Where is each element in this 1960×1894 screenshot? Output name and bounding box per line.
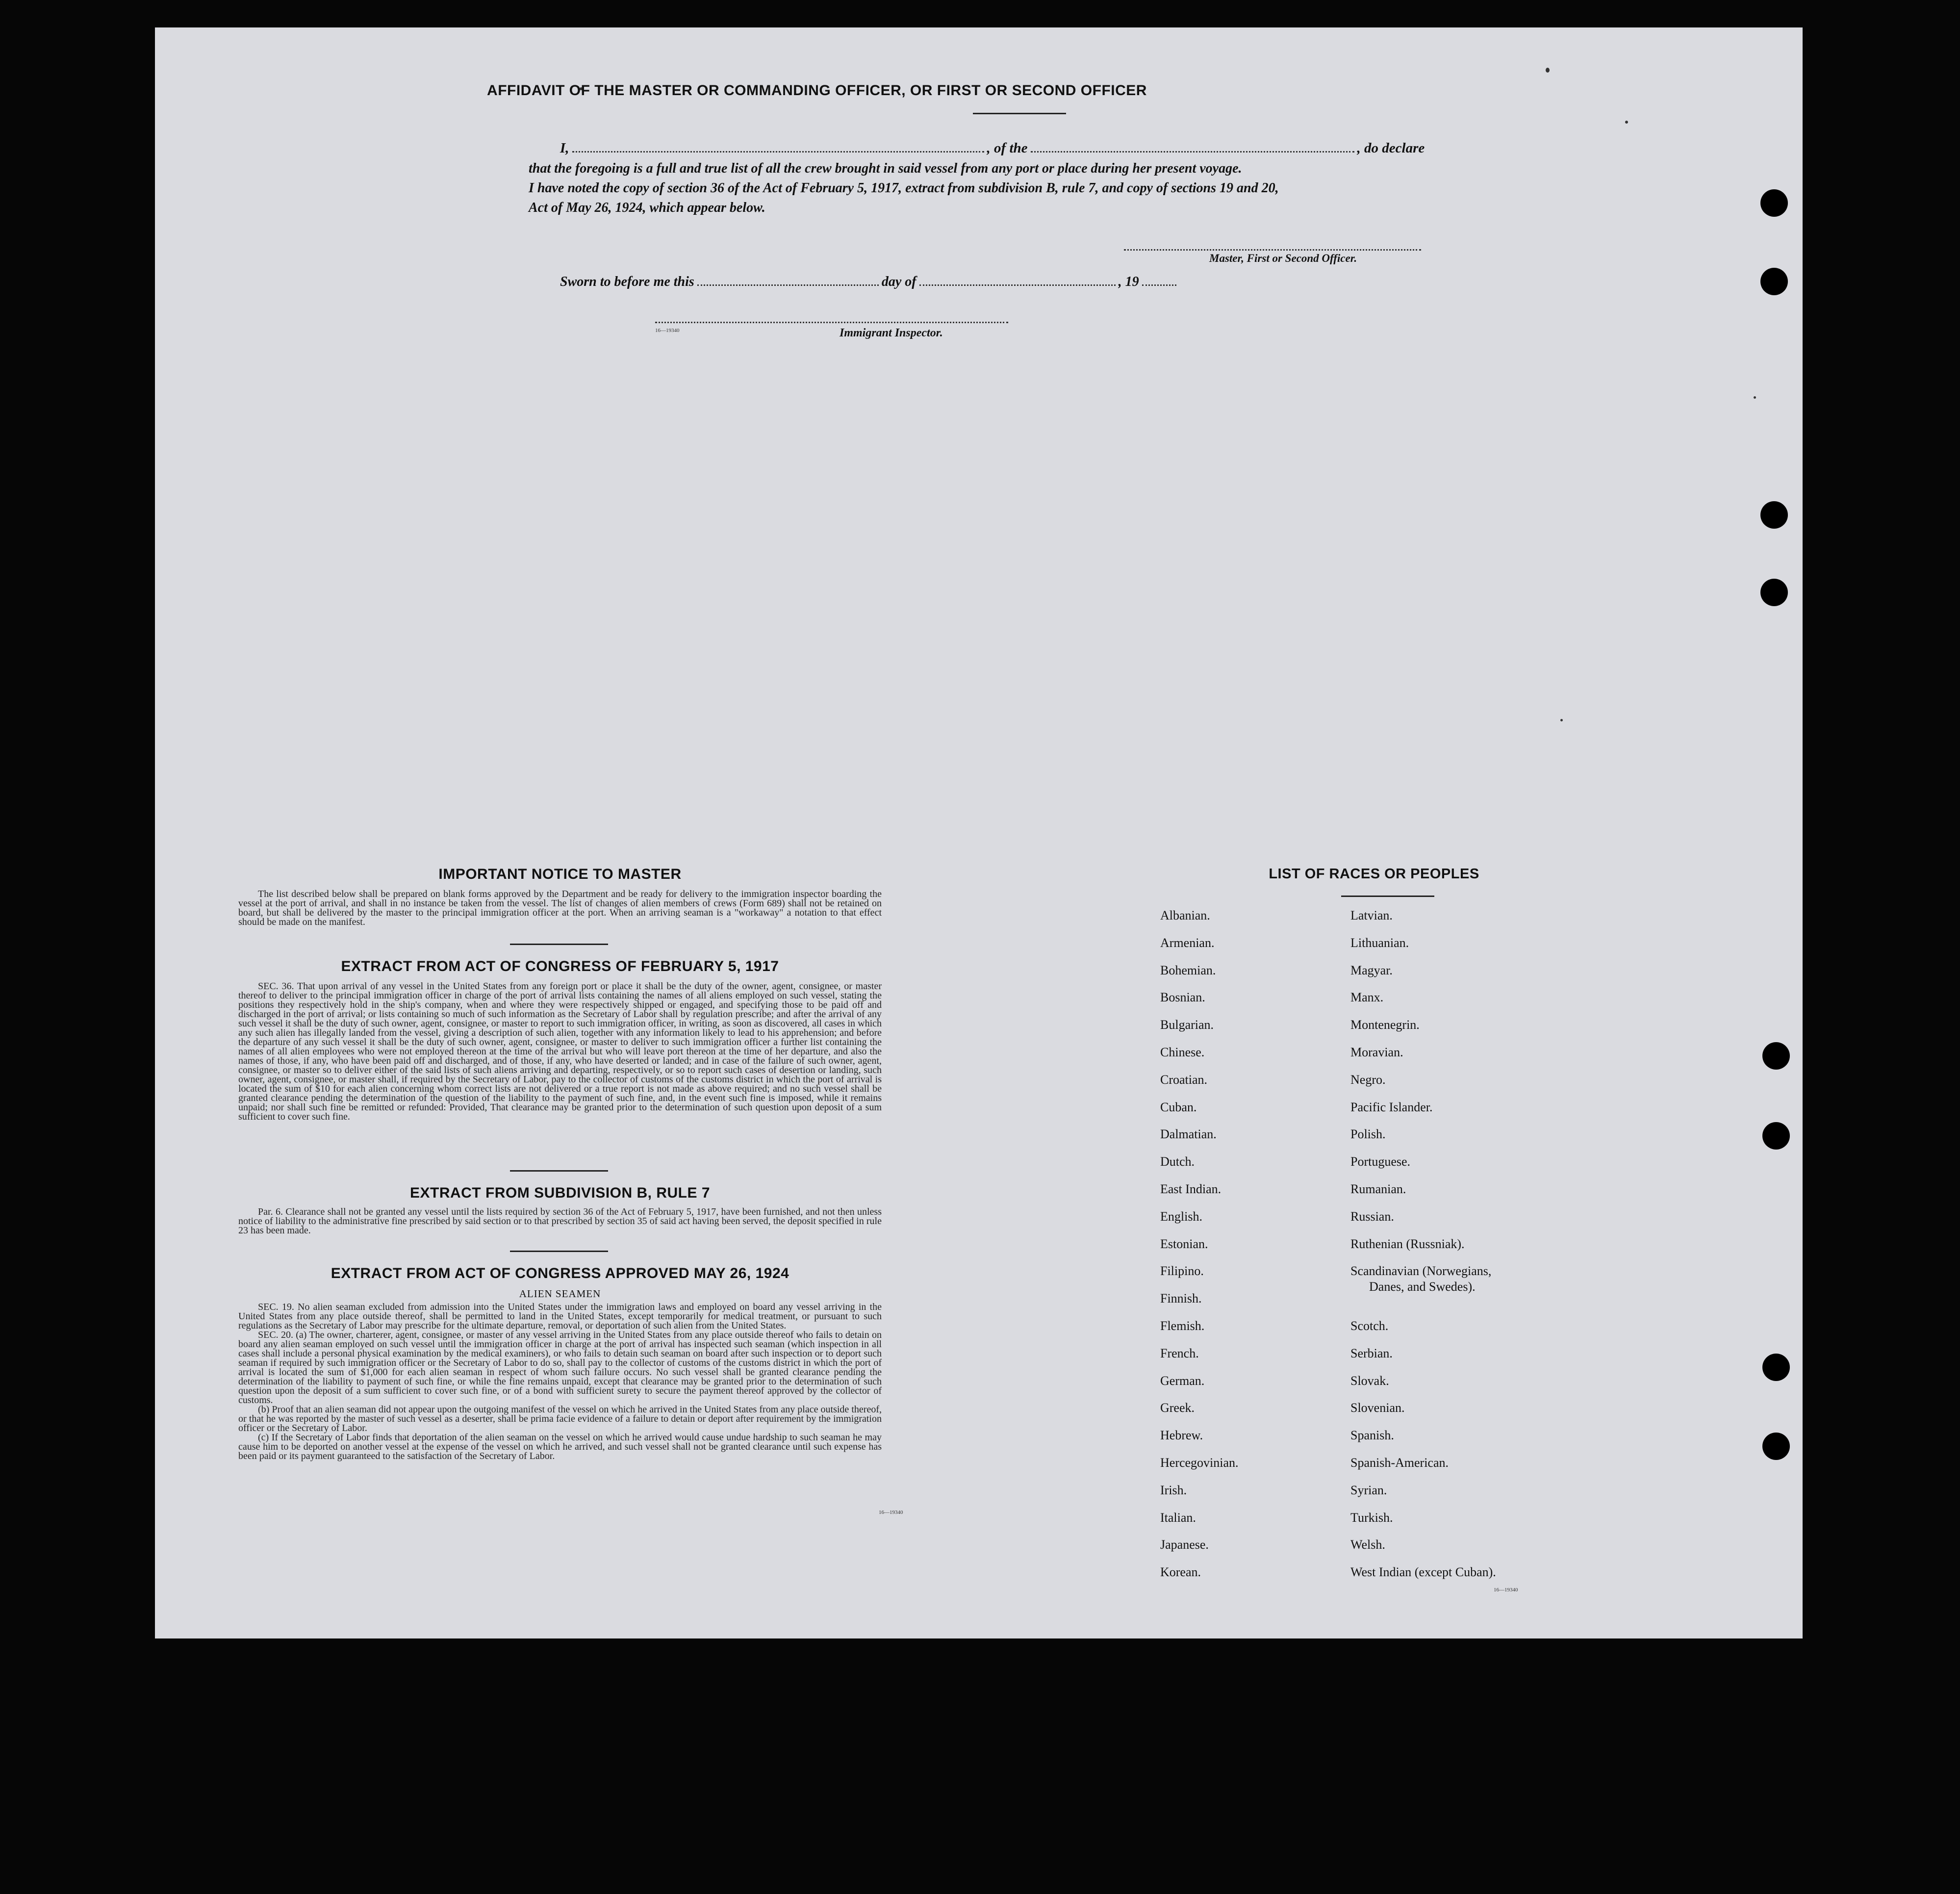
race-item: Hercegovinian. — [1160, 1455, 1239, 1470]
race-item: Korean. — [1160, 1565, 1201, 1580]
punch-hole — [1762, 1433, 1790, 1460]
race-item: Slovak. — [1350, 1373, 1389, 1388]
race-item: Cuban. — [1160, 1100, 1197, 1114]
race-item: Polish. — [1350, 1127, 1386, 1142]
extract-form-number: 16—19340 — [879, 1510, 903, 1515]
race-item: Bosnian. — [1160, 990, 1205, 1005]
race-item: Scandinavian (Norwegians, — [1350, 1264, 1492, 1279]
master-signature-label: Master, First or Second Officer. — [1209, 252, 1357, 264]
of-the-label: , of the — [987, 140, 1028, 156]
document-sheet — [155, 27, 1803, 1638]
extract-1924-text — [238, 1303, 882, 1461]
race-item: Welsh. — [1350, 1537, 1385, 1552]
race-item: Portuguese. — [1350, 1154, 1411, 1169]
vessel-blank-field[interactable] — [1031, 139, 1354, 153]
sworn-year-field[interactable] — [1142, 273, 1176, 286]
race-item: Moravian. — [1350, 1045, 1403, 1059]
race-item: Ruthenian (Russniak). — [1350, 1236, 1465, 1251]
alien-seamen-subtitle: ALIEN SEAMEN — [519, 1288, 601, 1300]
race-item: Armenian. — [1160, 935, 1215, 950]
race-item: Estonian. — [1160, 1236, 1208, 1251]
affidavit-declaration-line — [560, 139, 1600, 156]
race-item: East Indian. — [1160, 1181, 1222, 1196]
extract-rule7-text — [238, 1207, 882, 1235]
race-item: Croatian. — [1160, 1072, 1208, 1087]
paragraph-6: Par. 6. Clearance shall not be granted any vessel until the lists required by section 36 of the Act of February 5, 1917, have been furnished, and not then unless notice of liability to the administrative fine prescribed by said section or to that prescribed by section 35 of said act having been served, the deposit specified in rule 23 has been made. — [238, 1206, 882, 1236]
race-item: Filipino. — [1160, 1264, 1204, 1279]
inspector-label: Immigrant Inspector. — [840, 327, 943, 339]
affidavit-title: AFFIDAVIT OF THE MASTER OR COMMANDING OFFICER, OR FIRST OR SECOND OFFICER — [487, 82, 1147, 99]
section-19-paragraph: SEC. 19. No alien seaman excluded from admission into the United States under the immigration laws and employed on board any vessel arriving in the United States from any place outside thereof, shall be permitted to land in the United States, except temporarily for medical treatment, or pursuant to such regulations as the Secretary of Labor may prescribe for the ultimate departure, removal, or deportation of such alien from the United States. — [238, 1302, 882, 1331]
punch-hole — [1760, 579, 1788, 606]
section-20b-paragraph: (b) Proof that an alien seaman did not appear upon the outgoing manifest of the vessel on which he arrived in the United States from any place outside thereof, or that he was reported by the master of such vessel as a deserter, shall be prima facie evidence of a failure to detain or deport after requirement by the immigration officer or the Secretary of Labor. — [238, 1404, 882, 1433]
race-item: Turkish. — [1350, 1510, 1393, 1525]
races-column-2 — [1350, 908, 1605, 1592]
races-column-1 — [1160, 908, 1327, 1592]
race-item: Lithuanian. — [1350, 935, 1409, 950]
affidavit-line-4: Act of May 26, 1924, which appear below. — [529, 200, 765, 215]
notice-text — [238, 890, 882, 927]
declare-label: , do declare — [1357, 140, 1425, 156]
sworn-day-field[interactable] — [697, 273, 879, 286]
year-label: , 19 — [1118, 274, 1139, 289]
affidavit-form-number: 16—19340 — [655, 328, 680, 333]
race-item: West Indian (except Cuban). — [1350, 1565, 1496, 1580]
divider — [510, 1251, 608, 1252]
notice-title: IMPORTANT NOTICE TO MASTER — [438, 866, 682, 882]
race-item: Negro. — [1350, 1072, 1386, 1087]
race-item: Scotch. — [1350, 1318, 1389, 1333]
race-item: Spanish. — [1350, 1428, 1394, 1443]
race-item: Serbian. — [1350, 1346, 1393, 1360]
race-item: Slovenian. — [1350, 1401, 1405, 1415]
race-item: Chinese. — [1160, 1045, 1205, 1059]
i-label: I, — [560, 140, 569, 156]
inspector-signature-line[interactable] — [655, 322, 1008, 323]
race-item: Manx. — [1350, 990, 1384, 1005]
punch-hole — [1762, 1042, 1790, 1070]
race-item: Finnish. — [1160, 1291, 1202, 1306]
races-form-number: 16—19340 — [1494, 1587, 1518, 1593]
race-item: Dutch. — [1160, 1154, 1195, 1169]
master-signature-line[interactable] — [1124, 249, 1421, 251]
affidavit-line-3: I have noted the copy of section 36 of the Act of February 5, 1917, extract from subdivision B, rule 7, and copy of sections 19 and 20, — [529, 180, 1279, 196]
extract-1924-title: EXTRACT FROM ACT OF CONGRESS APPROVED MAY 26, 1924 — [331, 1265, 789, 1281]
extract-1917-text — [238, 982, 882, 1122]
extract-1917-title: EXTRACT FROM ACT OF CONGRESS OF FEBRUARY 5, 1917 — [341, 958, 779, 974]
race-item: German. — [1160, 1373, 1205, 1388]
divider — [510, 944, 608, 945]
race-item: Japanese. — [1160, 1537, 1209, 1552]
race-item: Bohemian. — [1160, 963, 1216, 977]
race-item: French. — [1160, 1346, 1199, 1360]
punch-hole — [1760, 189, 1788, 217]
races-title: LIST OF RACES OR PEOPLES — [1269, 866, 1479, 882]
race-item: Montenegrin. — [1350, 1018, 1420, 1032]
name-blank-field[interactable] — [572, 139, 984, 153]
race-item: Bulgarian. — [1160, 1018, 1214, 1032]
divider — [510, 1170, 608, 1172]
section-20c-paragraph: (c) If the Secretary of Labor finds that deportation of the alien seaman on the vessel on which he arrived would cause undue hardship to such seaman he may cause him to be deported on another vessel at the expense of the vessel on which he arrived, and such vessel shall not be granted clearance until such expense has been paid or its payment guaranteed to the satisfaction of the Secretary of Labor. — [238, 1432, 882, 1461]
race-item: Pacific Islander. — [1350, 1100, 1433, 1114]
race-item: Irish. — [1160, 1483, 1187, 1497]
punch-hole — [1760, 501, 1788, 529]
race-item: Albanian. — [1160, 908, 1210, 922]
race-item: Greek. — [1160, 1401, 1195, 1415]
divider — [973, 113, 1066, 114]
punch-hole — [1760, 268, 1788, 295]
race-item: Dalmatian. — [1160, 1127, 1217, 1142]
sworn-label: Sworn to before me this — [560, 274, 694, 289]
race-item: Flemish. — [1160, 1318, 1205, 1333]
race-item: English. — [1160, 1209, 1202, 1224]
race-item: Danes, and Swedes). — [1369, 1280, 1476, 1294]
race-item: Italian. — [1160, 1510, 1196, 1525]
affidavit-line-2: that the foregoing is a full and true list of all the crew brought in said vessel from any port or place during her present voyage. — [529, 161, 1242, 176]
race-item: Spanish-American. — [1350, 1455, 1449, 1470]
race-item: Rumanian. — [1350, 1181, 1406, 1196]
extract-rule7-title: EXTRACT FROM SUBDIVISION B, RULE 7 — [409, 1185, 711, 1201]
race-item: Hebrew. — [1160, 1428, 1203, 1443]
punch-hole — [1762, 1354, 1790, 1381]
sworn-month-field[interactable] — [919, 273, 1116, 286]
punch-hole — [1762, 1122, 1790, 1150]
race-item: Syrian. — [1350, 1483, 1387, 1497]
section-20a-paragraph: SEC. 20. (a) The owner, charterer, agent, consignee, or master of any vessel arriving in the United States from any place outside thereof who fails to detain on board any alien seaman employed on such vessel until the immigration officer in charge at the port of arrival has inspected such seaman (which inspection in all cases shall include a personal physical examination by the medical examiners), or who fails to detain such seaman on board after such inspection or to deport such seaman if required by such immigration officer or the Secretary of Labor to do so, shall pay to the collector of customs of the customs district in which the port of arrival is located the sum of $1,000 for each alien seaman in respect of whom such failure occurs. No such vessel shall be granted clearance pending the determination of the liability to payment of such fine, or while the fine remains unpaid, except that clearance may be granted prior to the determination of such question upon the deposit of a sum sufficient to cover such fine, or of a bond with sufficient surety to secure the payment thereof approved by the collector of customs. — [238, 1330, 882, 1406]
race-item: Magyar. — [1350, 963, 1393, 977]
notice-paragraph: The list described below shall be prepared on blank forms approved by the Department and be ready for delivery to the immigration inspector boarding the vessel at the port of arrival, and shall in no instance be taken from the vessel. The list of changes of alien members of crews (Form 689) shall not be retained on board, but shall be delivered by the master to the principal immigration officer at the port. When an arriving seaman is a "workaway" a notation to that effect should be made on the manifest. — [238, 889, 882, 927]
divider — [1341, 896, 1434, 897]
race-item: Russian. — [1350, 1209, 1394, 1224]
section-36-paragraph: SEC. 36. That upon arrival of any vessel in the United States from any foreign port or place it shall be the duty of the owner, agent, consignee, or master thereof to deliver to the principal immigration officer in charge of the port of arrival lists containing the names of all aliens employed on such vessel, stating the positions they respectively hold in the ship's company, when and where they were respectively shipped or engaged, and specifying those to be paid off and discharged in the port of arrival; or lists containing so much of such information as the Secretary of Labor shall by regulation prescribe; and after the arrival of any such vessel it shall be the duty of such owner, agent, consignee, or master to report to such immigration officer, in writing, as soon as discovered, all cases in which any such alien has illegally landed from the vessel, giving a description of such alien, together with any information likely to lead to his apprehension; and before the departure of any such vessel it shall be the duty of such owner, agent, consignee, or master to deliver to such immigration officer a further list containing the names of all alien employees who were not employed thereon at the time of the arrival but who will leave port thereon at the time of her departure, and also the names of those, if any, who have been paid off and discharged, and of those, if any, who have deserted or landed; and in case of the failure of such owner, agent, consignee, or master so to deliver either of the said lists of such aliens arriving and departing, respectively, or so to report such cases of desertion or landing, such owner, agent, consignee, or master shall, if required by the Secretary of Labor, pay to the collector of customs of the customs district in which the port of arrival is located the sum of $10 for each alien concerning whom correct lists are not delivered or a true report is not made as above required; and no such vessel shall be granted clearance pending the determination of the question of the liability to the payment of such fine, and, in the event such fine is imposed, while it remains unpaid; nor shall such fine be remitted or refunded: Provided, That clearance may be granted prior to the determination of such question upon deposit of a sum sufficient to cover such fine. — [238, 981, 882, 1122]
day-of-label: day of — [881, 274, 916, 289]
race-item: Latvian. — [1350, 908, 1393, 922]
sworn-line — [560, 273, 1247, 290]
